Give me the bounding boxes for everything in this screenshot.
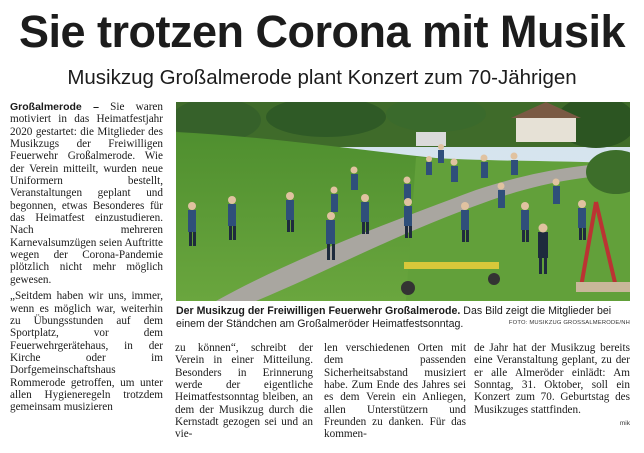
headline: Sie trotzen Corona mit Musik [18,6,626,57]
article-paragraph-1: Sie waren motiviert in das Heimatfestjahr 2020 gestartet: die Mitglieder des Musikzugs der Freiwilligen Feuerwehr Großalmerode. Wie der Verein mitteilt, wurden neue Uniformern bestellt, Veranstaltungen geplant und begonnen, etwas Besonderes für das Heimatfest einzustudieren. Nach mehreren Karnevalsumzügen seien Auftritte wegen der Corona-Pandemie plötzlich nicht mehr möglich gewesen. [10,101,163,286]
article-column-3: len verschiedenen Orten mit dem passenden Sicherheitsabstand musiziert habe. Zum Ende des Jahres sei es dem Verein ein Anliegen, allen Unterstützern und Freunden zu danken. Für das kommen- [324,342,466,441]
photo-caption [176,305,630,331]
photo-credit: FOTO: MUSIKZUG GROSSALMERODE/NH [508,320,630,326]
dateline: Großalmerode – [10,101,99,113]
subheadline: Musikzug Großalmerode plant Konzert zum 70-Jährigen [67,66,577,89]
article-column-4: de Jahr hat der Musikzug bereits eine Veranstaltung geplant, zu der er alle Almeröder einlädt: Am Sonntag, 31. Oktober, soll ein Konzert zum 70. Geburtstag des Musikzuges stattfinden. [474,342,630,416]
article-column-1 [10,101,163,414]
article-paragraph-2: „Seitdem haben wir uns, immer, wenn es möglich war, weiterhin zu Übungsstunden auf dem Sportplatz, vor dem Feuerwehrgerätehaus, in der Kirche oder im Dorfgemeinschaftshaus Rommerode getroffen, um unter allen Hygieneregeln trotzdem gemeinsam musizieren [10,290,163,414]
article-photo [176,102,630,301]
caption-text: Das Bild zeigt die Mitglieder bei einem der Ständchen am Großalmeröder Heimatfestsonntag. [176,305,612,330]
article-column-2: zu können“, schreibt der Verein in einer Mitteilung. Besonders in Erinnerung werde der eigentliche Heimatfestsonntag bleiben, an dem der Musikzug durch die Kernstadt gezogen sei und an vie- [175,342,313,441]
author-initials: mik [619,420,630,427]
photo-marching-band [176,102,630,301]
caption-bold: Der Musikzug der Freiwilligen Feuerwehr Großalmerode. [176,305,461,317]
